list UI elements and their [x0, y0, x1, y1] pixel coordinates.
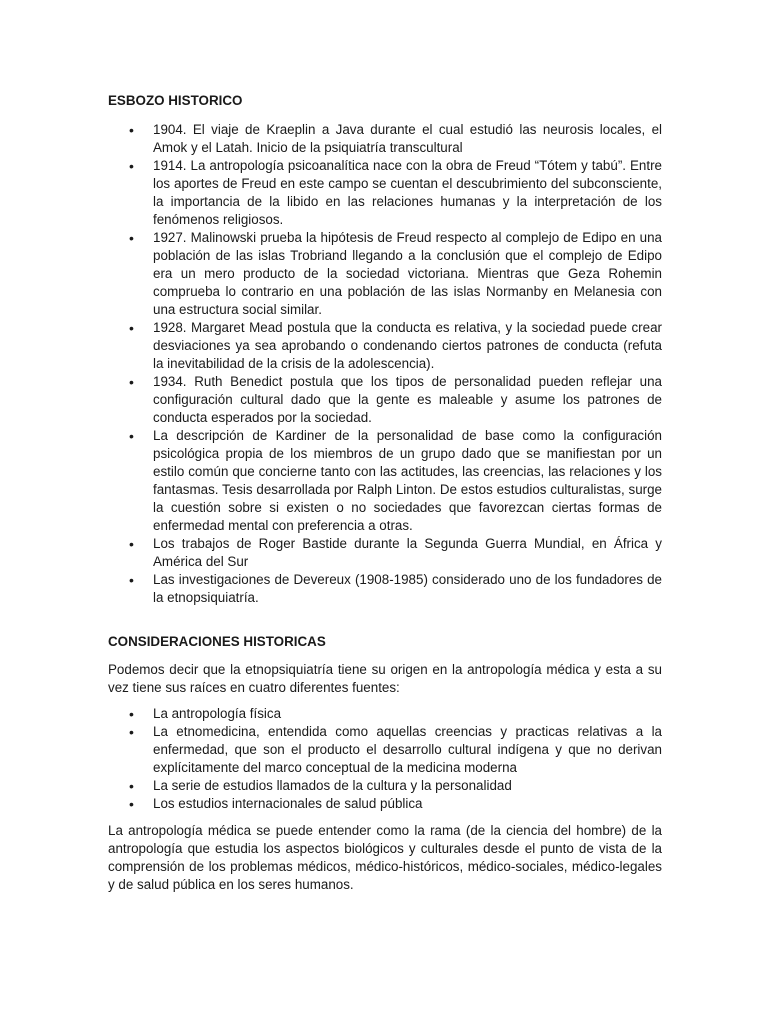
list-item: • 1904. El viaje de Kraeplin a Java durante el cual estudió las neurosis locales, el Amok y el Latah. Inicio de la psiquiatría transcultural: [108, 121, 662, 157]
section-title-consideraciones: CONSIDERACIONES HISTORICAS: [108, 634, 326, 649]
sources-list: [108, 705, 662, 813]
closing-paragraph: La antropología médica se puede entender como la rama (de la ciencia del hombre) de la antropología que estudia los aspectos biológicos y culturales desde el punto de vista de la comprensión de los problemas médicos, médico-históricos, médico-sociales, médico-legales y de salud pública en los seres humanos.: [108, 823, 662, 892]
list-item: • 1934. Ruth Benedict postula que los tipos de personalidad pueden reflejar una configuración cultural dado que la gente es maleable y asume los patrones de conducta esperados por la sociedad.: [108, 373, 662, 427]
section-title-esbozo: ESBOZO HISTORICO: [108, 93, 243, 108]
list-item: • La serie de estudios llamados de la cultura y la personalidad: [108, 777, 662, 795]
document-body: [108, 92, 662, 894]
list-item: • 1927. Malinowski prueba la hipótesis de Freud respecto al complejo de Edipo en una población de las islas Trobriand llegando a la conclusión que el complejo de Edipo era un mero producto de la sociedad victoriana. Mientras que Geza Rohemin comprueba lo contrario en una población de las islas Normanby en Melanesia con una estructura social similar.: [108, 229, 662, 319]
list-item: • 1928. Margaret Mead postula que la conducta es relativa, y la sociedad puede crear desviaciones ya sea aprobando o condenando ciertos patrones de conducta (refuta la inevitabilidad de la crisis de la adolescencia).: [108, 319, 662, 373]
list-item: • Los estudios internacionales de salud pública: [108, 795, 662, 813]
list-item: • La descripción de Kardiner de la personalidad de base como la configuración psicológica propia de los miembros de un grupo dado que se manifiestan por un estilo común que concierne tanto con las actitudes, las creencias, las relaciones y los fantasmas. Tesis desarrollada por Ralph Linton. De estos estudios culturalistas, surge la cuestión sobre si existen o no sociedades que favorezcan ciertas formas de enfermedad mental con preferencia a otras.: [108, 427, 662, 535]
list-item: • La etnomedicina, entendida como aquellas creencias y practicas relativas a la enfermedad, que son el producto el desarrollo cultural indígena y que no derivan explícitamente del marco conceptual de la medicina moderna: [108, 723, 662, 777]
list-item: • Las investigaciones de Devereux (1908-1985) considerado uno de los fundadores de la etnopsiquiatría.: [108, 571, 662, 607]
list-item: • Los trabajos de Roger Bastide durante la Segunda Guerra Mundial, en África y América del Sur: [108, 535, 662, 571]
timeline-list: [108, 121, 662, 607]
intro-paragraph: Podemos decir que la etnopsiquiatría tiene su origen en la antropología médica y esta a su vez tiene sus raíces en cuatro diferentes fuentes:: [108, 662, 662, 695]
list-item: • La antropología física: [108, 705, 662, 723]
list-item: • 1914. La antropología psicoanalítica nace con la obra de Freud “Tótem y tabú”. Entre los aportes de Freud en este campo se cuentan el descubrimiento del subconsciente, la importancia de la libido en las relaciones humanas y la interpretación de los fenómenos religiosos.: [108, 157, 662, 229]
